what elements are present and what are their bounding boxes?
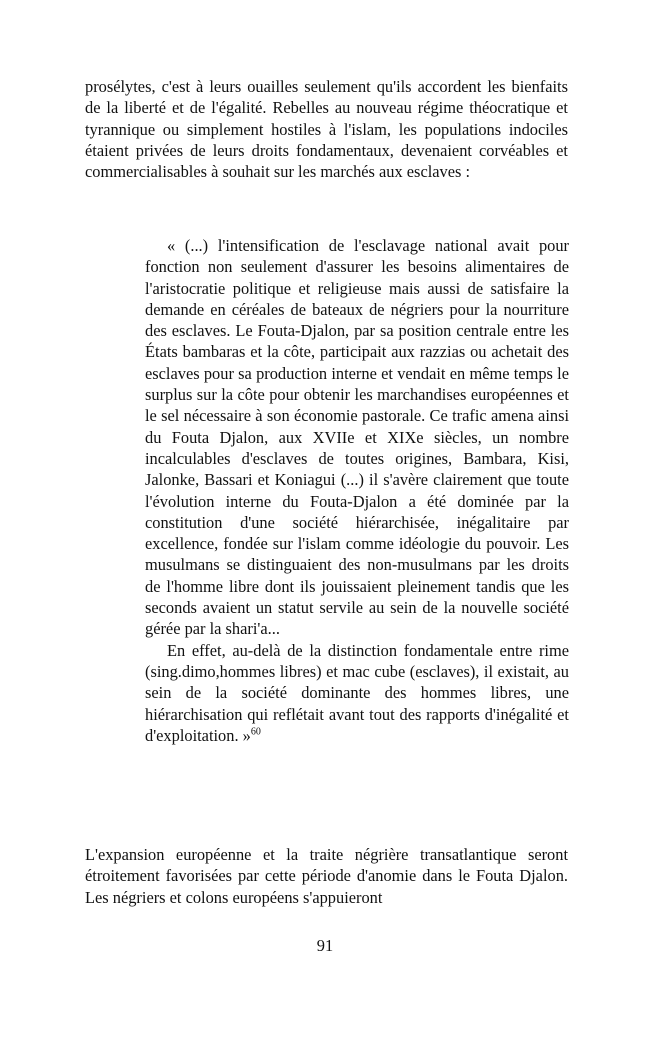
block-quote: [145, 235, 569, 746]
page-number: 91: [316, 936, 334, 955]
quote-paragraph-2-text: En effet, au-delà de la distinction fondamentale entre rime (sing.dimo,hommes libres) et mac cube (esclaves), il existait, au sein de la société dominante des hommes libres, une hiérarchisation qui reflétait avant tout des rapports d'inégalité et d'exploitation. »: [145, 640, 569, 745]
quote-paragraph-1: « (...) l'intensification de l'esclavage national avait pour fonction non seulement d'assurer les besoins alimentaires de l'aristocratie politique et religieuse mais aussi de satisfaire la demande en céréales de bateaux de négriers pour la nourriture des esclaves. Le Fouta-Djalon, par sa position centrale entre les États bambaras et la côte, participait aux razzias ou achetait des esclaves pour sa production interne et vendait en même temps le surplus sur la côte pour obtenir les marchandises européennes et le sel nécessaire à son économie pastorale. Ce trafic amena ainsi du Fouta Djalon, aux XVIIe et XIXe siècles, un nombre incalculables d'esclaves de toutes origines, Bambara, Kisi, Jalonke, Bassari et Koniagui (...) il s'avère clairement que toute l'évolution interne du Fouta-Djalon a été dominée par la constitution d'une société hiérarchisée, inégalitaire par excellence, fondée sur l'islam comme idéologie du pouvoir. Les musulmans se distinguaient des non-musulmans par les droits de l'homme libre dont ils jouissaient pleinement tandis que les seconds avaient un statut servile au sein de la nouvelle société gérée par la shari'a...: [145, 236, 569, 639]
paragraph-intro: prosélytes, c'est à leurs ouailles seulement qu'ils accordent les bienfaits de la liberté et de l'égalité. Rebelles au nouveau régime théocratique et tyrannique ou simplement hostiles à l'islam, les populations indociles étaient privées de leurs droits fondamentaux, devenaient corvéables et commercialisables à souhait sur les marchés aux esclaves :: [85, 77, 568, 182]
footnote-reference[interactable]: 60: [250, 726, 261, 738]
paragraph-continuation: L'expansion européenne et la traite négrière transatlantique seront étroitement favorisées par cette période d'anomie dans le Fouta Djalon. Les négriers et colons européens s'appuieront: [85, 845, 568, 907]
quote-paragraph-2: [145, 640, 569, 746]
